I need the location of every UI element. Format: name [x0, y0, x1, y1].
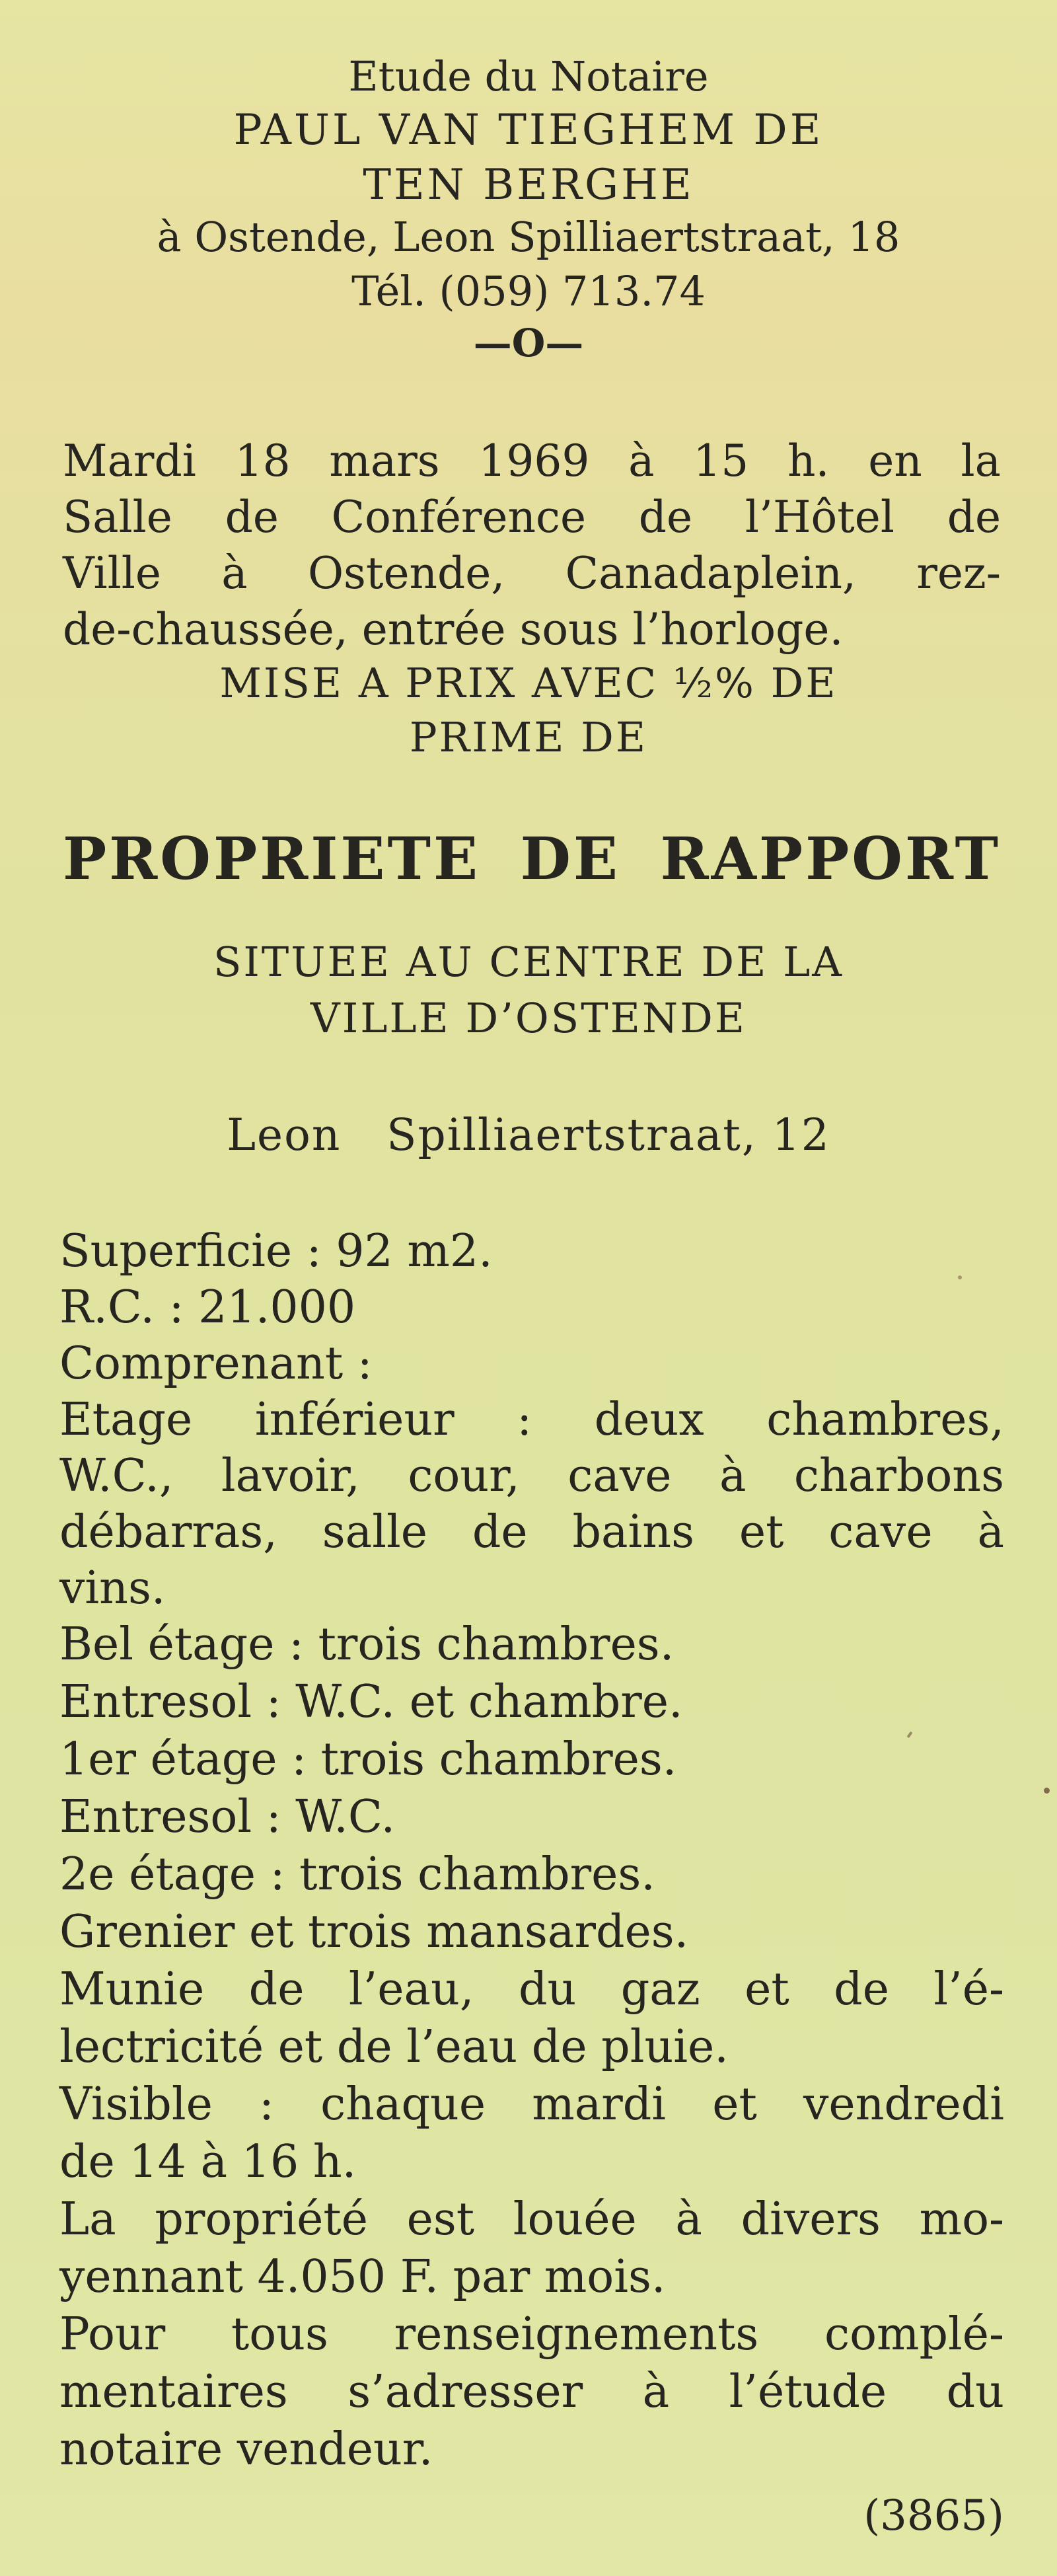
notary-name-line2: TEN BERGHE [363, 161, 694, 209]
intro-line-1: Mardi 18 mars 1969 à 15 h. en la [63, 436, 1001, 486]
detail-line: lectricité et de l’eau de pluie. [59, 2021, 729, 2073]
notary-phone: Tél. (059) 713.74 [351, 267, 706, 315]
intro-line-2: Salle de Conférence de l’Hôtel de [63, 492, 1001, 543]
intro-line-4: de-chaussée, entrée sous l’horloge. [63, 604, 844, 655]
detail-visible: Visible : chaque mardi et vendredi [59, 2078, 1004, 2131]
detail-comprenant: Comprenant : [59, 1338, 373, 1390]
detail-line: yennant 4.050 F. par mois. [59, 2251, 666, 2303]
detail-line: de 14 à 16 h. [59, 2136, 357, 2188]
detail-rc: R.C. : 21.000 [59, 1281, 356, 1334]
detail-line: W.C., lavoir, cour, cave à charbons [59, 1450, 1004, 1502]
location-line-1: SITUEE AU CENTRE DE LA [213, 938, 844, 986]
detail-line: vins. [59, 1562, 166, 1614]
paper-speck [1044, 1788, 1050, 1794]
detail-entresol-2: Entresol : W.C. [59, 1791, 396, 1843]
detail-line: La propriété est louée à divers mo- [59, 2193, 1004, 2246]
detail-line: débarras, salle de bains et cave à [59, 1506, 1004, 1558]
notary-name-line1: PAUL VAN TIEGHEM DE [233, 106, 824, 155]
detail-line: mentaires s’adresser à l’étude du [59, 2366, 1004, 2418]
detail-1er-etage: 1er étage : trois chambres. [59, 1733, 677, 1786]
detail-line: Etage inférieur : deux chambres, [59, 1394, 1004, 1446]
detail-line: Munie de l’eau, du gaz et de l’é- [59, 1963, 1004, 2016]
intro-line-3: Ville à Ostende, Canadaplein, rez- [63, 548, 1001, 599]
detail-bel-etage: Bel étage : trois chambres. [59, 1618, 674, 1671]
auction-terms-line-1: MISE A PRIX AVEC ½% DE [219, 659, 838, 707]
detail-line: notaire vendeur. [59, 2423, 433, 2476]
separator-ornament: —O— [473, 321, 584, 365]
notary-office-label: Etude du Notaire [348, 52, 709, 100]
auction-terms-line-2: PRIME DE [409, 713, 648, 761]
detail-2e-etage: 2e étage : trois chambres. [59, 1848, 655, 1901]
paper-speck [958, 1275, 962, 1279]
property-address: Leon Spilliaertstraat, 12 [227, 1110, 830, 1160]
detail-superficie: Superficie : 92 m2. [59, 1225, 493, 1277]
detail-line: Pour tous renseignements complé- [59, 2308, 1004, 2361]
location-line-2: VILLE D’OSTENDE [310, 994, 747, 1042]
notary-address: à Ostende, Leon Spilliaertstraat, 18 [157, 213, 900, 261]
listing-title: PROPRIETE DE RAPPORT [63, 824, 1001, 893]
detail-grenier: Grenier et trois mansardes. [59, 1906, 689, 1958]
detail-entresol-1: Entresol : W.C. et chambre. [59, 1676, 683, 1728]
reference-code: (3865) [863, 2491, 1004, 2540]
